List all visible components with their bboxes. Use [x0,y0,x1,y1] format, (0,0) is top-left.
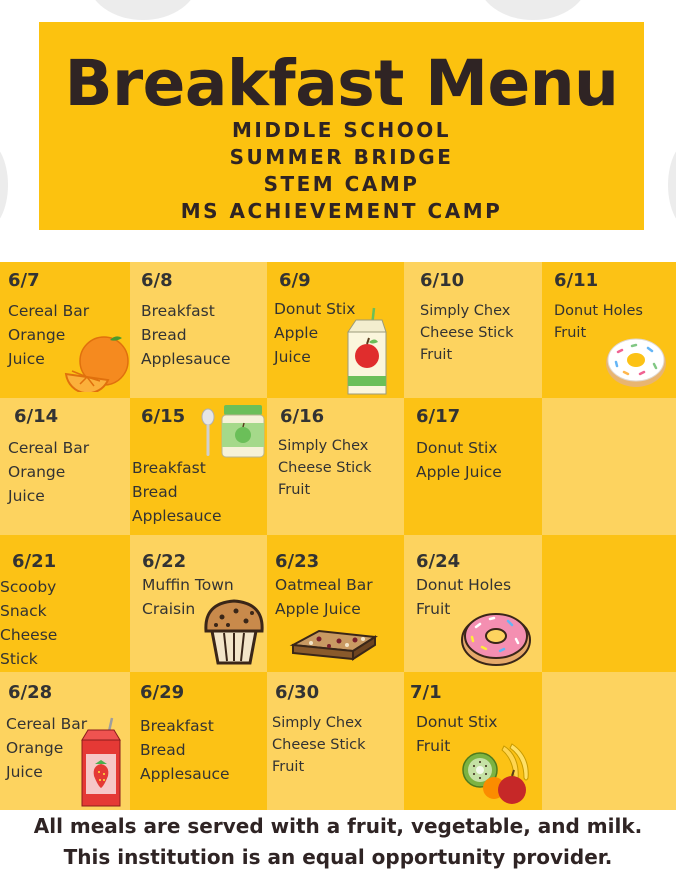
food-item: Applesauce [140,765,230,783]
food-item: Juice [274,348,311,366]
day-items [416,436,502,484]
food-item: Orange [8,326,66,344]
day-cell [267,262,404,398]
food-item: Juice [8,487,45,505]
food-item: Cheese Stick [278,460,372,476]
day-date: 6/11 [554,270,599,291]
food-item: Juice [8,350,45,368]
food-item: Cheese Stick [272,737,366,753]
food-item: Fruit [278,482,311,498]
food-item: Fruit [272,759,305,775]
day-cell [0,672,130,810]
day-date: 6/8 [141,270,173,291]
day-date: 6/7 [8,270,40,291]
food-item: Scooby [0,578,57,596]
food-item: Fruit [420,347,453,363]
applesauce-jar-icon [220,403,266,459]
day-cell [267,535,404,672]
food-item: Apple [274,324,319,342]
food-item: Stick [0,650,38,668]
day-items [278,435,372,501]
food-item: Applesauce [132,507,222,525]
food-item: Fruit [554,325,587,341]
day-items [132,456,222,528]
day-items [8,436,89,508]
day-items [272,712,366,778]
muffin-icon [202,597,266,667]
food-item: Bread [132,483,178,501]
food-item: Orange [6,739,64,757]
footer-note: This institution is an equal opportunity provider. [63,845,613,869]
day-date: 6/23 [275,551,320,572]
apple-juice-box-icon [342,306,392,396]
day-date: 6/16 [280,406,325,427]
day-items [0,575,57,671]
day-cell [0,535,130,672]
day-items [6,712,87,784]
day-cell [130,398,267,535]
day-cell [130,672,267,810]
subtitle-line: SUMMER BRIDGE [229,145,454,169]
day-date: 6/14 [14,406,59,427]
food-item: Fruit [416,737,451,755]
menu-header [39,22,644,230]
food-item: Donut Holes [416,576,512,594]
subtitle-line: MIDDLE SCHOOL [232,118,451,142]
day-date: 6/17 [416,406,461,427]
spoon-icon [200,408,216,458]
food-item: Simply Chex [278,438,369,454]
day-date: 6/9 [279,270,311,291]
food-item: Muffin Town [142,576,234,594]
food-item: Orange [8,463,66,481]
day-items [141,299,231,371]
background-circle [478,0,588,20]
food-item: Applesauce [141,350,231,368]
day-cell-empty [542,535,676,672]
subtitle-line: STEM CAMP [263,172,420,196]
day-date: 6/24 [416,551,461,572]
orange-icon [64,334,130,392]
food-item: Simply Chex [272,715,363,731]
background-circle [0,140,8,230]
day-date: 6/15 [141,406,186,427]
day-cell [404,398,542,535]
day-date: 6/29 [140,682,185,703]
food-item: Apple Juice [275,600,361,618]
strawberry-juice-box-icon [78,716,124,808]
day-date: 6/21 [12,551,57,572]
day-date: 6/30 [275,682,320,703]
food-item: Breakfast [141,302,215,320]
day-items [275,573,373,621]
food-item: Oatmeal Bar [275,576,373,594]
day-cell [0,398,130,535]
menu-title: Breakfast Menu [64,47,619,120]
food-item: Juice [6,763,43,781]
footer-note: All meals are served with a fruit, vegetable, and milk. [33,814,643,838]
day-cell [404,262,542,398]
day-date: 6/22 [142,551,187,572]
food-item: Breakfast [140,717,214,735]
food-item: Donut Holes [554,303,643,319]
oatmeal-bar-icon [289,627,379,663]
day-cell [542,262,676,398]
food-item: Donut Stix [416,713,498,731]
food-item: Donut Stix [416,439,498,457]
food-item: Bread [141,326,187,344]
food-item: Cheese [0,626,58,644]
day-cell [404,672,542,810]
food-item: Donut Stix [274,300,356,318]
day-date: 6/10 [420,270,465,291]
food-item: Snack [0,602,47,620]
subtitle-line: MS ACHIEVEMENT CAMP [180,199,503,223]
day-cell [267,398,404,535]
food-item: Fruit [416,600,451,618]
food-item: Simply Chex [420,303,511,319]
fruit-bunch-icon [460,740,534,806]
day-cell [267,672,404,810]
food-item: Bread [140,741,186,759]
sprinkle-donut-icon [604,334,668,388]
day-cell-empty [542,398,676,535]
day-cell [0,262,130,398]
food-item: Breakfast [132,459,206,477]
food-item: Cheese Stick [420,325,514,341]
background-circle [88,0,198,20]
day-date: 6/28 [8,682,53,703]
day-date: 7/1 [410,682,442,703]
day-cell [404,535,542,672]
pink-donut-icon [460,607,532,667]
food-item: Apple Juice [416,463,502,481]
food-item: Cereal Bar [8,302,90,320]
day-cell [130,262,267,398]
food-item: Cereal Bar [6,715,88,733]
day-items [420,300,514,366]
day-cell [130,535,267,672]
background-circle [668,140,676,230]
food-item: Cereal Bar [8,439,90,457]
day-items [140,714,230,786]
food-item: Craisin [142,600,196,618]
day-cell-empty [542,672,676,810]
